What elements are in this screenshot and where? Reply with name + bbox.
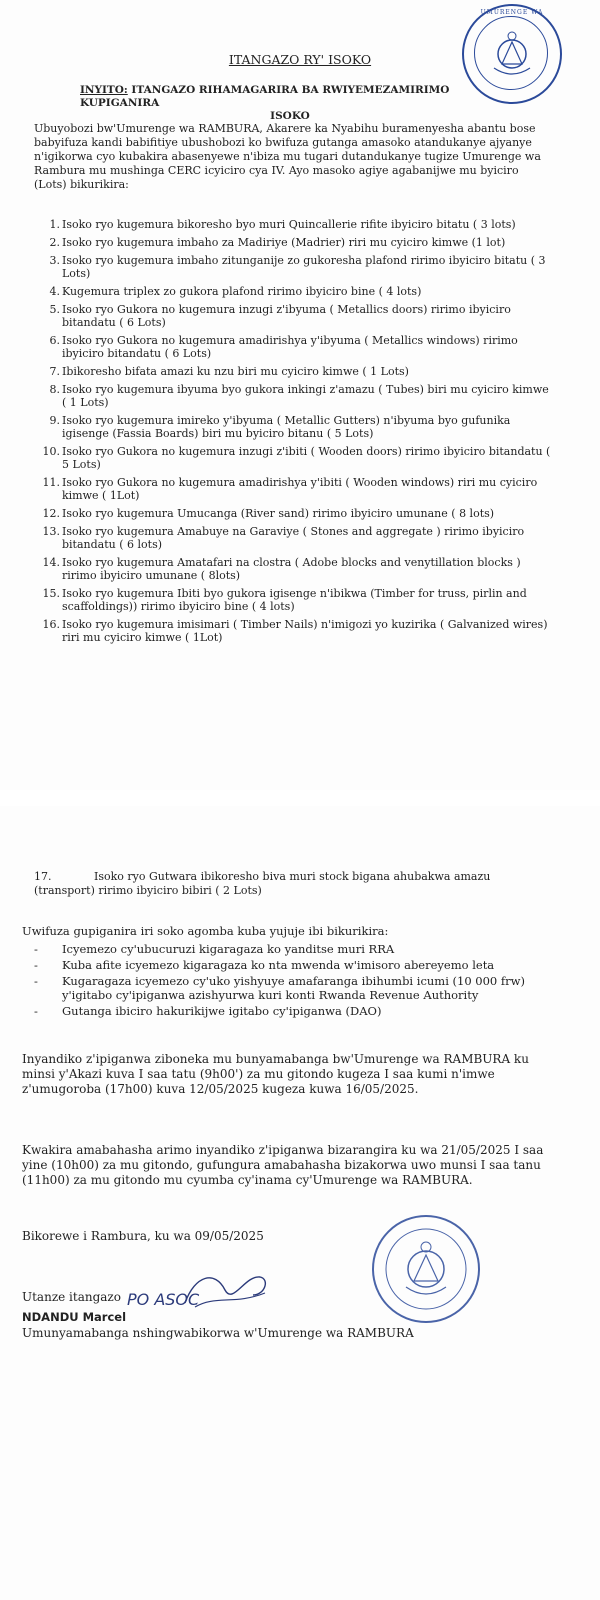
lot-text: Ibikoresho bifata amazi ku nzu biri mu cyiciro kimwe ( 1 Lots) [62, 365, 409, 378]
official-stamp-seal-2 [372, 1215, 480, 1323]
lot-17 [34, 870, 554, 898]
requirements-heading: Uwifuza gupiganira iri soko agomba kuba yujuje ibi bikurikira: [22, 924, 389, 938]
lot-text: Isoko ryo Gukora no kugemura inzugi z'ibyuma ( Metallics doors) ririmo ibyiciro bitandatu ( 6 Lots) [62, 303, 511, 329]
lot-text: Isoko ryo Gukora no kugemura amadirishya y'ibyuma ( Metallics windows) ririmo ibyiciro bitandatu ( 6 Lots) [62, 334, 518, 360]
publication-paragraph: Inyandiko z'ipiganwa ziboneka mu bunyamabanga bw'Umurenge wa RAMBURA ku minsi y'Akazi kuva I saa tatu (9h00') za mu gitondo kugeza I saa kumi n'imwe z'umugoroba (17h00) kuva 12/05/2025 kugeza kuwa 16/05/2025. [22, 1052, 529, 1096]
list-item: - Gutanga ibiciro hakurikijwe igitabo cy'ipiganwa (DAO) [22, 1004, 562, 1018]
lot-text: Isoko ryo kugemura Ibiti byo gukora igisenge n'ibikwa (Timber for truss, pirlin and scaffoldings)) ririmo ibyiciro bine ( 4 lots) [62, 587, 527, 613]
lot-number: 1. [49, 218, 60, 231]
lot-number: 10. [42, 445, 60, 458]
subject-text: ITANGAZO RIHAMAGARIRA BA RWIYEMEZAMIRIMO KUPIGANIRA [80, 84, 450, 109]
list-item [34, 556, 554, 582]
lot-number: 2. [49, 236, 60, 249]
list-item: - Icyemezo cy'ubucuruzi kigaragaza ko yanditse muri RRA [22, 942, 562, 956]
lot-text: Isoko ryo Gukora no kugemura inzugi z'ibiti ( Wooden doors) ririmo ibyiciro bitandatu ( 5 Lots) [62, 445, 551, 471]
lot-text: Isoko ryo kugemura imisimari ( Timber Nails) n'imigozi yo kuzirika ( Galvanized wires) riri mu cyiciro kimwe ( 1Lot) [62, 618, 548, 644]
subject-text-2: ISOKO [270, 110, 310, 122]
lot-number: 4. [49, 285, 60, 298]
lot-number: 12. [42, 507, 60, 520]
list-item [34, 334, 554, 360]
subject-label: INYITO: [80, 84, 128, 96]
subject-line [80, 84, 500, 123]
lot-number: 13. [42, 525, 60, 538]
list-item [34, 285, 554, 298]
lot-number: 14. [42, 556, 60, 569]
list-item [34, 445, 554, 471]
seal-text: UMURENGE WA [480, 9, 544, 16]
lot-number: 9. [49, 414, 60, 427]
list-item [34, 236, 554, 249]
lot-number: 3. [49, 254, 60, 267]
list-item [34, 254, 554, 280]
lot-number: 5. [49, 303, 60, 316]
lot-text: Isoko ryo kugemura Amatafari na clostra ( Adobe blocks and venytillation blocks ) ririmo ibyiciro umunane ( 8lots) [62, 556, 521, 582]
lot-number: 11. [42, 476, 60, 489]
signed-by-label: Utanze itangazo [22, 1290, 121, 1304]
page-separator [0, 790, 600, 806]
list-item [34, 525, 554, 551]
signatory-name: NDANDU Marcel [22, 1310, 127, 1324]
list-item [34, 476, 554, 502]
list-item [34, 303, 554, 329]
lot-number: 16. [42, 618, 60, 631]
lot-text: Isoko ryo kugemura bikoresho byo muri Quincallerie rifite ibyiciro bitatu ( 3 lots) [62, 218, 516, 231]
list-item [34, 414, 554, 440]
coat-of-arms-icon [374, 1217, 478, 1321]
lot-text: Isoko ryo kugemura Amabuye na Garaviye ( Stones and aggregate ) ririmo ibyiciro bitandatu ( 6 lots) [62, 525, 525, 551]
lots-list [34, 218, 554, 649]
lot-text: Isoko ryo kugemura imbaho zitunganije zo gukoresha plafond ririmo ibyiciro bitatu ( 3 Lots) [62, 254, 546, 280]
lot-text: Isoko ryo kugemura ibyuma byo gukora inkingi z'amazu ( Tubes) biri mu cyiciro kimwe ( 1 Lots) [62, 383, 549, 409]
list-item [34, 365, 554, 378]
notice-title: ITANGAZO RY' ISOKO [228, 52, 372, 67]
date-line: Bikorewe i Rambura, ku wa 09/05/2025 [22, 1229, 264, 1243]
lot-text: Isoko ryo kugemura imbaho za Madiriye (Madrier) riri mu cyiciro kimwe (1 lot) [62, 236, 506, 249]
list-item: - Kuba afite icyemezo kigaragaza ko nta mwenda w'imisoro abereyemo leta [22, 958, 562, 972]
lot-number: 7. [49, 365, 60, 378]
lot-number: 8. [49, 383, 60, 396]
requirements-list [22, 942, 562, 1020]
list-item [34, 383, 554, 409]
list-item [34, 507, 554, 520]
lot-text: Isoko ryo Gutwara ibikoresho biva muri stock bigana ahubakwa amazu (transport) ririmo ibyiciro bibiri ( 2 Lots) [34, 870, 491, 897]
lot-number: 17. [34, 870, 52, 883]
signature-note: PO ASOC [127, 1290, 200, 1309]
lot-text: Isoko ryo kugemura imireko y'ibyuma ( Metallic Gutters) n'ibyuma byo gufunika igisenge (Fassia Boards) biri mu byiciro bitanu ( 5 Lots) [62, 414, 511, 440]
bid-submission-paragraph: Kwakira amabahasha arimo inyandiko z'ipiganwa bizarangira ku wa 21/05/2025 I saa yine (10h00) za mu gitondo, gufungura amabahasha bizakorwa uwo munsi I saa tanu (11h00) za mu gitondo mu cyumba cy'inama cy'Umurenge wa RAMBURA. [22, 1143, 544, 1187]
lot-number: 6. [49, 334, 60, 347]
list-item: - Kugaragaza icyemezo cy'uko yishyuye amafaranga ibihumbi icumi (10 000 frw) y'igitabo cy'ipiganwa azishyurwa kuri konti Rwanda Revenue Authority [22, 974, 562, 1002]
lot-number: 15. [42, 587, 60, 600]
lot-text: Isoko ryo kugemura Umucanga (River sand) ririmo ibyiciro umunane ( 8 lots) [62, 507, 495, 520]
lot-text: Isoko ryo Gukora no kugemura amadirishya y'ibiti ( Wooden windows) riri mu cyiciro kimwe ( 1Lot) [62, 476, 538, 502]
list-item [34, 587, 554, 613]
list-item [34, 218, 554, 231]
intro-paragraph: Ubuyobozi bw'Umurenge wa RAMBURA, Akarere ka Nyabihu buramenyesha abantu bose babyifuza kandi babifitiye ubushobozi ko bwifuza gutanga amasoko atandukanye ajyanye n'igikorwa cyo kubakira abasenyewe n'ibiza mu tugari dutandukanye tugize Umurenge wa Rambura mu mushinga CERC icyiciro cya IV. Ayo masoko agiye agabanijwe mu byiciro (Lots) bikurikira: [34, 122, 541, 191]
signatory-role: Umunyamabanga nshingwabikorwa w'Umurenge wa RAMBURA [22, 1326, 414, 1340]
list-item [34, 618, 554, 644]
document-page-1 [0, 0, 600, 790]
lot-text: Kugemura triplex zo gukora plafond ririmo ibyiciro bine ( 4 lots) [62, 285, 422, 298]
